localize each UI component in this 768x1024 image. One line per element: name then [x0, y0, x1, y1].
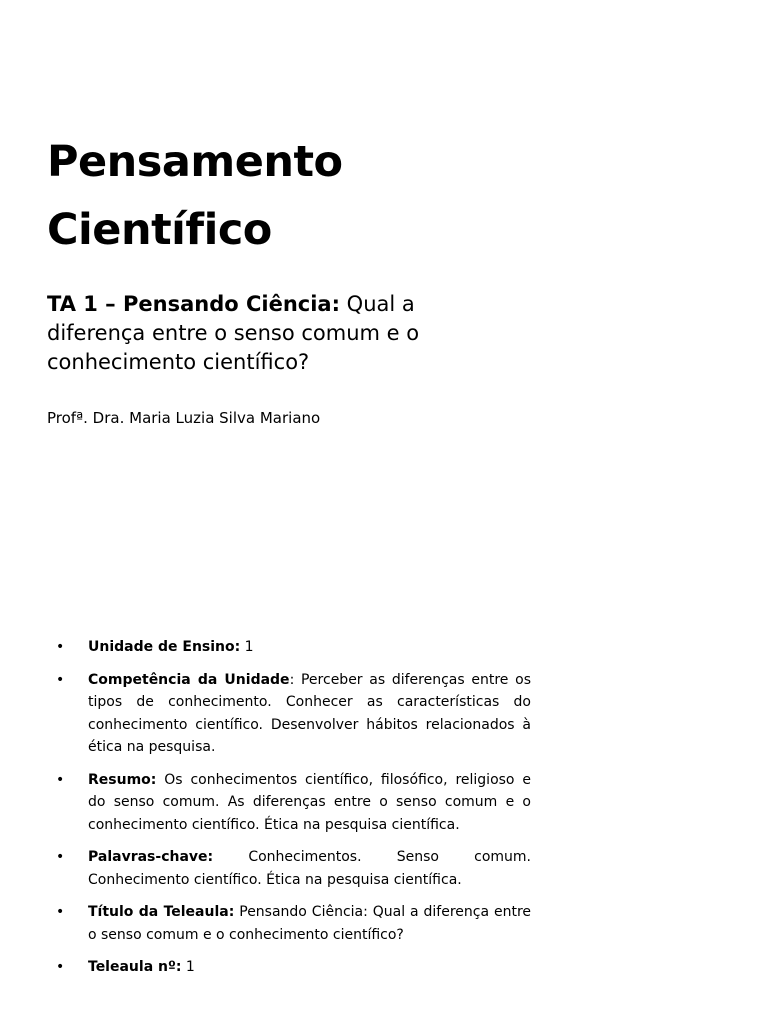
- info-text: 1: [181, 959, 195, 975]
- info-item-competencia: [56, 669, 531, 759]
- info-item-teleaula-numero: [56, 956, 531, 979]
- info-label: Teleaula nº:: [88, 959, 182, 975]
- bullet: •: [56, 849, 65, 865]
- info-label: Palavras-chave:: [88, 849, 214, 865]
- subtitle-question: Qual a diferença entre o senso comum e o conhecimento científico?: [47, 292, 420, 374]
- author-name: Profª. Dra. Maria Luzia Silva Mariano: [47, 409, 321, 427]
- title-line-1: Pensamento: [47, 137, 343, 187]
- bullet: •: [56, 771, 65, 788]
- subtitle-prefix: TA 1 – Pensando Ciência:: [47, 292, 340, 316]
- bullet: •: [56, 904, 65, 920]
- info-item-resumo: [56, 769, 531, 837]
- document-title: [47, 128, 343, 264]
- info-label: Unidade de Ensino:: [88, 639, 241, 655]
- info-item-unidade: [56, 636, 531, 659]
- bullet: •: [56, 671, 65, 688]
- info-text: Pensando Ciência: Qual a diferença entre o senso comum e o conhecimento científico?: [88, 904, 531, 943]
- lesson-subtitle: [47, 290, 427, 377]
- info-text: Os conhecimentos científico, filosófico, religioso e do senso comum. As diferenças entre o senso comum e o conhecimento científico. Ética na pesquisa científica.: [88, 771, 531, 833]
- info-label: Resumo:: [88, 771, 157, 788]
- info-label: Competência da Unidade: [88, 671, 290, 688]
- bullet: •: [56, 959, 65, 975]
- bullet: •: [56, 639, 65, 655]
- info-label: Título da Teleaula:: [88, 904, 235, 920]
- info-text: Conhecimentos. Senso comum. Conhecimento científico. Ética na pesquisa científica.: [88, 849, 531, 888]
- info-item-titulo-teleaula: [56, 901, 531, 946]
- info-item-palavras-chave: [56, 846, 531, 891]
- title-line-2: Científico: [47, 205, 272, 255]
- info-text: : Perceber as diferenças entre os tipos de conhecimento. Conhecer as características do conhecimento científico. Desenvolver hábitos relacionados à ética na pesquisa.: [88, 671, 531, 755]
- lesson-info-list: [56, 636, 531, 989]
- info-text: 1: [240, 639, 254, 655]
